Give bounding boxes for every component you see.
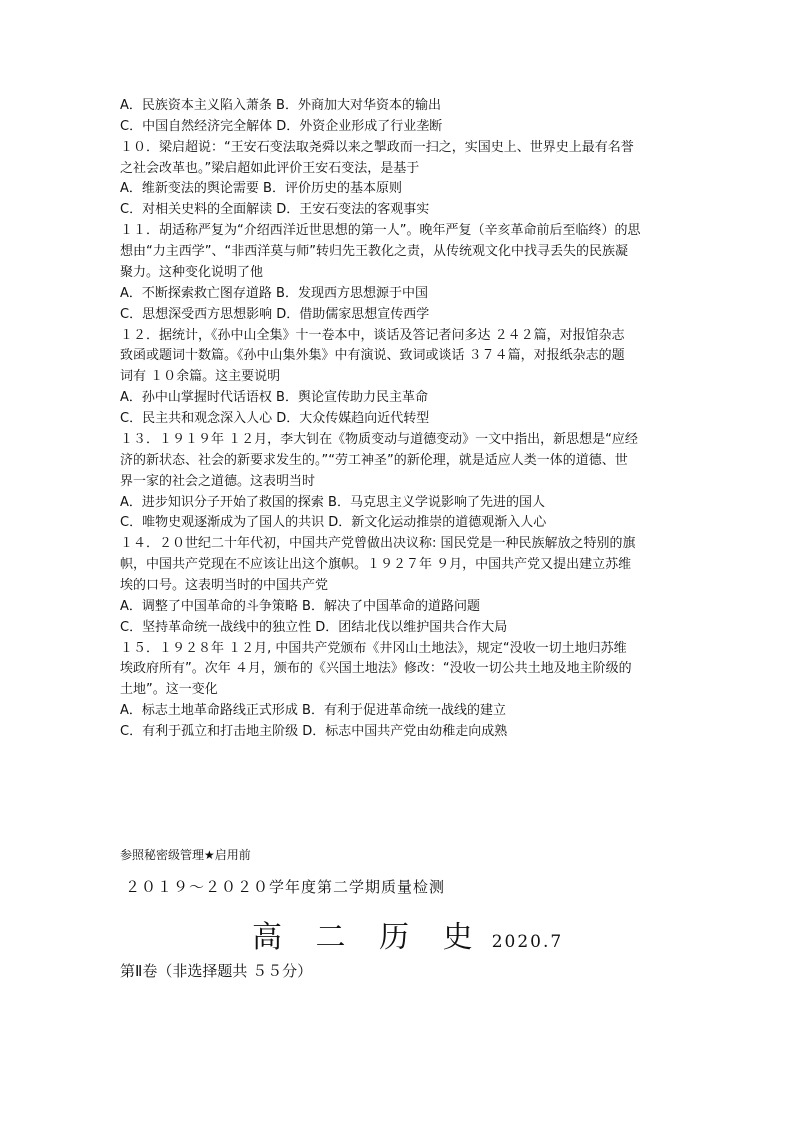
text-line: 土地”。这一变化 xyxy=(120,682,218,697)
section-header: 第Ⅱ卷（非选择题共 ５５分） xyxy=(120,962,313,980)
text-line: 帜，中国共产党现在不应该让出这个旗帜。１９２７年 ９月，中国共产党又提出建立苏维 xyxy=(120,557,632,572)
text-line: 济的新状态、社会的新要求发生的。”“劳工神圣”的新伦理，就是适应人类一体的道德、世 xyxy=(120,453,628,468)
text-line: A．标志土地革命路线正式形成 B．有利于促进革命统一战线的建立 xyxy=(120,703,506,718)
text-line: １５．１９２８年 １２月, 中国共产党颁布《井冈山土地法》，规定“没收一切土地归苏维 xyxy=(120,641,627,656)
text-line: A．进步知识分子开始了救国的探索 B．马克思主义学说影响了先进的国人 xyxy=(120,495,545,510)
text-line: １４．２０世纪二十年代初，中国共产党曾做出决议称: 国民党是一种民族解放之特别的旗 xyxy=(120,536,636,551)
text-line: A．孙中山掌握时代话语权 B．舆论宣传助力民主革命 xyxy=(120,390,428,405)
text-line: 之社会改革也。”梁启超如此评价王安石变法，是基于 xyxy=(120,161,420,176)
text-line: 埃的口号。这表明当时的中国共产党 xyxy=(120,578,329,593)
text-line: 聚力。这种变化说明了他 xyxy=(120,265,264,280)
text-line: C．有利于孤立和打击地主阶级 D．标志中国共产党由幼稚走向成熟 xyxy=(120,724,508,739)
text-line: 埃政府所有”。次年 ４月，颁布的《兴国土地法》修改：“没收一切公共土地及地主阶级的 xyxy=(120,661,632,676)
subject-name: 高 二 历 史 xyxy=(252,920,485,955)
text-line: 界一家的社会之道德。这表明当时 xyxy=(120,474,316,489)
text-line: A．维新变法的舆论需要 B．评价历史的基本原则 xyxy=(120,181,402,196)
text-line: １１．胡适称严复为“介绍西洋近世思想的第一人”。晚年严复（辛亥革命前后至临终）的思 xyxy=(120,223,641,238)
text-line: １３．１９１９年 １２月，李大钊在《物质变动与道德变动》一文中指出，新思想是“应经 xyxy=(120,432,638,447)
text-line: C．唯物史观逐渐成为了国人的共识 D．新文化运动推崇的道德观渐入人心 xyxy=(120,515,547,530)
text-line: A．不断探索救亡图存道路 B．发现西方思想源于中国 xyxy=(120,286,428,301)
text-line: C．对相关史料的全面解读 D．王安石变法的客观事实 xyxy=(120,202,430,217)
text-line: A．调整了中国革命的斗争策略 B．解决了中国革命的道路问题 xyxy=(120,599,480,614)
text-line: 词有 １０余篇。这主要说明 xyxy=(120,369,281,384)
exam-title: ２０１９～２０２０学年度第二学期质量检测 xyxy=(125,878,446,896)
subject-title xyxy=(252,912,563,956)
text-line: １２．据统计，《孙中山全集》十一卷本中，谈话及答记者问多达 ２４２篇，对报馆杂志 xyxy=(120,328,625,343)
exam-date: 2020.7 xyxy=(491,932,564,952)
text-line: C．民主共和观念深入人心 D．大众传媒趋向近代转型 xyxy=(120,411,430,426)
text-line: 想由“力主西学”、“非西洋莫与师”转归先王教化之责，从传统观文化中找寻丢失的民族凝 xyxy=(120,244,628,259)
text-line: C．思想深受西方思想影响 D．借助儒家思想宣传西学 xyxy=(120,307,430,322)
text-line: 致函或题词十数篇。《孙中山集外集》中有演说、致词或谈话 ３７４篇，对报纸杂志的题 xyxy=(120,348,625,363)
confidentiality-label: 参照秘密级管理★启用前 xyxy=(120,848,251,862)
text-line: C．坚持革命统一战线中的独立性 D．团结北伐以维护国共合作大局 xyxy=(120,620,508,635)
text-line: C．中国自然经济完全解体 D．外资企业形成了行业垄断 xyxy=(120,119,443,134)
text-line: A．民族资本主义陷入萧条 B．外商加大对华资本的输出 xyxy=(120,98,441,113)
text-line: １０．梁启超说：“王安石变法取尧舜以来之掣政而一扫之，实国史上、世界史上最有名誉 xyxy=(120,140,634,155)
